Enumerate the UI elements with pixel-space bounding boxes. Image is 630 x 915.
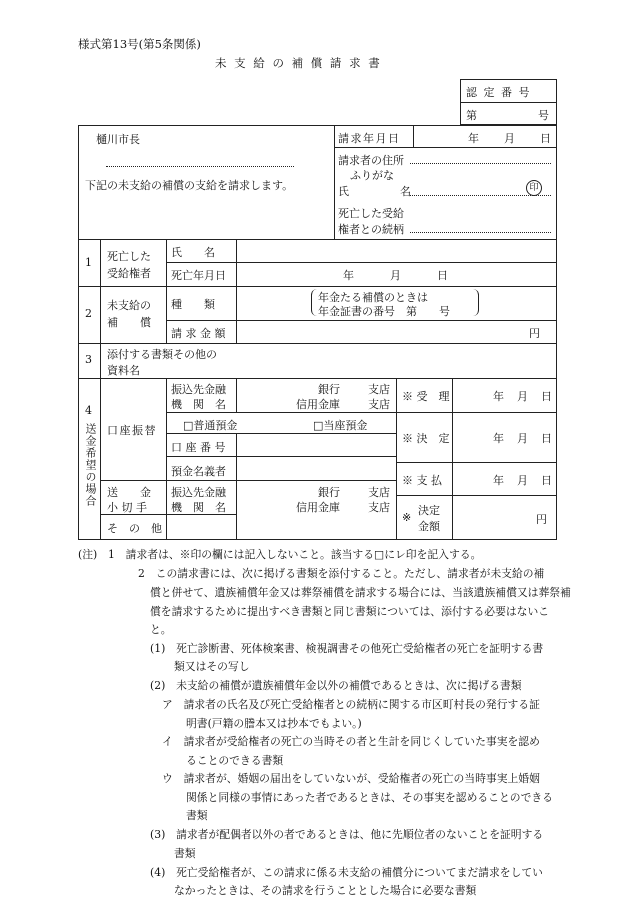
attached-documents-label: 添付する書類その他の	[107, 348, 217, 361]
account-holder-label: 預金名義者	[171, 465, 226, 478]
remittance-vertical-label: 送金希望の場合	[84, 423, 97, 507]
current-deposit-checkbox[interactable]: □当座預金	[313, 419, 368, 432]
addressee: 樋川市長	[96, 133, 140, 146]
approval-number-label: 認 定 番 号	[466, 86, 531, 99]
receipt-label: ※ 受 理	[402, 390, 450, 403]
account-number-label: 口 座 番 号	[171, 441, 226, 454]
section-4-number: 4	[85, 404, 92, 417]
account-transfer-label: 口座振替	[107, 424, 157, 437]
seal-mark: 印	[526, 180, 542, 196]
kind-label: 種 類	[171, 298, 215, 311]
death-date-label: 死亡年月日	[171, 269, 226, 282]
bank-label: 振込先金融	[171, 383, 226, 396]
decision-label: ※ 決 定	[402, 432, 450, 445]
request-text: 下記の未支給の補償の支給を請求します。	[85, 179, 294, 192]
section-2-number: 2	[85, 307, 92, 320]
bank-label-2: 振込先金融	[171, 486, 226, 499]
section-3-number: 3	[85, 353, 92, 366]
other-label: そ の 他	[107, 522, 162, 535]
claimant-address-label: 請求者の住所	[338, 154, 404, 167]
decided-amount-label: 決定	[418, 504, 440, 517]
payment-label: ※ 支 払	[402, 474, 442, 487]
decided-amount-mark: ※	[402, 511, 412, 524]
form-number: 様式第13号(第5条関係)	[78, 37, 201, 51]
section-1-number: 1	[85, 256, 92, 269]
ordinary-deposit-checkbox[interactable]: □普通預金	[183, 419, 238, 432]
remittance-check-label: 送 金	[107, 486, 151, 499]
deceased-name-label: 氏 名	[171, 246, 215, 259]
claim-date-label: 請求年月日	[338, 132, 401, 145]
form-title: 未 支 給 の 補 償 請 求 書	[215, 56, 382, 70]
claim-amount-label: 請 求 金 額	[171, 327, 226, 340]
claimant-name-label: 氏	[338, 185, 349, 198]
unpaid-compensation-label: 未支給の	[107, 299, 151, 312]
relationship-label: 死亡した受給	[338, 207, 404, 220]
deceased-label: 死亡した	[107, 250, 151, 263]
pension-certificate-number: 年金証書の番号 第 号	[318, 305, 450, 318]
